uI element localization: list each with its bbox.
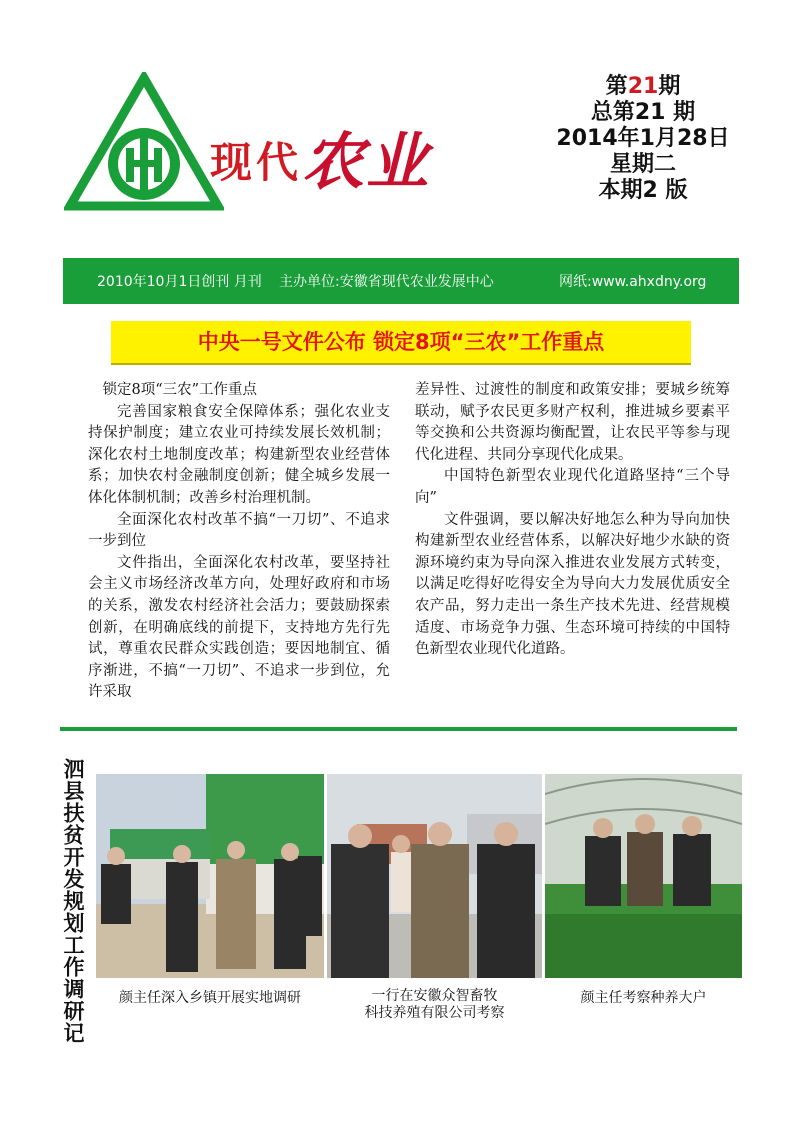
article-column-2 (415, 380, 730, 661)
photo-caption: 一行在安徽众智畜牧 科技养殖有限公司考察 (364, 988, 505, 1021)
page-suffix: 版 (657, 178, 688, 203)
page-number: 2 (642, 178, 658, 203)
article-paragraph: 完善国家粮食安全保障体系；强化农业支持保护制度；建立农业可持续发展长效机制；深化农村土地制度改革；构建新型农业经营体系；加快农村金融制度创新；健全城乡发展一体化体制机制；改善乡村治理机制。 (88, 403, 390, 506)
issue-info (548, 74, 738, 204)
photo-caption: 颜主任考察种养大户 (580, 990, 707, 1006)
issue-number: 21 (627, 74, 659, 99)
article-paragraph: 差异性、过渡性的制度和政策安排；要城乡统筹联动，赋予农民更多财产权利，推进城乡要素平等交换和公共资源均衡配置，让农民平等参与现代化进程、共同分享现代化成果。 (415, 382, 730, 463)
issue-number-line (548, 74, 738, 100)
issue-suffix: 期 (658, 74, 681, 99)
info-bar (63, 258, 739, 304)
article-column-1 (88, 380, 390, 704)
photo-company-visit (327, 774, 542, 978)
section-divider (60, 727, 737, 731)
photo-section-title: 泗县扶贫开发规划工作调研记 (61, 758, 85, 1044)
issue-prefix: 第 (605, 74, 628, 99)
masthead-title-part1: 现代 (210, 138, 303, 187)
photo-field-visit (96, 774, 324, 978)
issue-weekday: 星期二 (609, 152, 676, 177)
page-number-line (548, 178, 738, 204)
article-paragraph: 全面深化农村改革不搞“一刀切”、不追求一步到位 (88, 511, 390, 550)
website-text: 网纸:www.ahxdny.org (559, 274, 707, 290)
photo-caption: 颜主任深入乡镇开展实地调研 (119, 990, 301, 1006)
total-issue: 总第21 期 (590, 100, 696, 125)
photo-greenhouse (545, 774, 742, 978)
logo (64, 72, 224, 212)
article-subheading: 锁定8项“三农”工作重点 (102, 382, 258, 398)
founded-text: 2010年10月1日创刊 月刊 (97, 274, 262, 290)
article-paragraph: 文件强调，要以解决好地怎么种为导向加快构建新型农业经营体系，以解决好地少水缺的资源环境约束为导向深入推进农业发展方式转变，以满足吃得好吃得安全为导向大力发展优质安全农产品，努力走出一条生产技术先进、经营规模适度、市场竞争力强、生态环境可持续的中国特色新型农业现代化道路。 (415, 511, 730, 658)
masthead-title-part2: 农业 (302, 125, 431, 198)
page-prefix: 本期 (598, 178, 643, 203)
article-paragraph: 中国特色新型农业现代化道路坚持“三个导向” (415, 468, 730, 506)
article-paragraph: 文件指出，全面深化农村改革，要坚持社会主义市场经济改革方向，处理好政府和市场的关系，激发农村经济社会活力；要鼓励探索创新，在明确底线的前提下，支持地方先行先试，尊重农民群众实践创造；要因地制宜、循序渐进，不搞“一刀切”、不追求一步到位，允许采取 (88, 554, 390, 701)
masthead-title (210, 112, 431, 198)
issue-date: 2014年1月28日 (556, 126, 730, 151)
sponsor-text: 主办单位:安徽省现代农业发展中心 (279, 274, 494, 290)
article-headline: 中央一号文件公布 锁定8项“三农”工作重点 (111, 321, 691, 365)
